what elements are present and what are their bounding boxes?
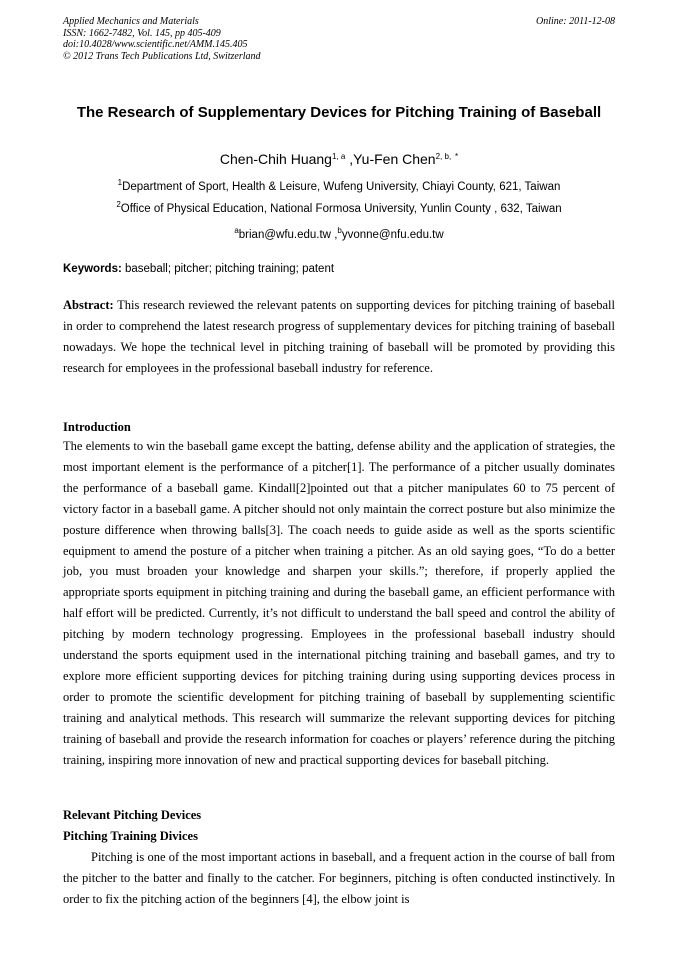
email-a[interactable]: brian@wfu.edu.tw (238, 229, 331, 241)
author-2-marks: 2, b, * (435, 152, 459, 161)
affiliation-2-text: Office of Physical Education, National Formosa University, Yunlin County , 632, Taiwan (120, 203, 562, 215)
abstract-label: Abstract: (63, 298, 114, 312)
author-line (63, 150, 615, 168)
email-b[interactable]: yvonne@nfu.edu.tw (341, 229, 444, 241)
author-separator: , (345, 151, 354, 167)
affiliation-1 (63, 180, 615, 194)
affiliation-2-num: 2 (116, 200, 121, 209)
journal-name: Applied Mechanics and Materials (63, 16, 199, 27)
author-1: Chen-Chih Huang (219, 151, 332, 167)
affiliation-1-num: 1 (117, 178, 123, 187)
email-separator: , (331, 229, 338, 241)
abstract-paragraph (63, 295, 615, 379)
keywords-label: Keywords: (63, 263, 122, 275)
doi-line: doi:10.4028/www.scientific.net/AMM.145.405 (63, 39, 248, 50)
email-a-mark: a (234, 226, 239, 235)
issn-line: ISSN: 1662-7482, Vol. 145, pp 405-409 (63, 27, 221, 39)
author-1-marks: 1, a (331, 152, 346, 161)
introduction-heading: Introduction (63, 420, 131, 434)
relevant-devices-heading: Relevant Pitching Devices (63, 808, 202, 822)
keywords (63, 262, 615, 276)
abstract-text: This research reviewed the relevant patents on supporting devices for pitching training of baseball in order to comprehend the latest research progress of supplementary devices for pitching training of baseball nowadays. We hope the technical level in pitching training of baseball will be promoted by providing this research for employees in the professional baseball industry for reference. (63, 298, 615, 375)
pitching-paragraph: Pitching is one of the most important actions in baseball, and a frequent action in the course of ball from the pitcher to the batter and finally to the catcher. For beginners, pitching is often conducted instinctively. In order to fix the pitching action of the beginners [4], the elbow joint is (63, 850, 615, 906)
author-2: Yu-Fen Chen (353, 151, 436, 167)
online-date: Online: 2011-12-08 (536, 16, 615, 27)
affiliation-1-text: Department of Sport, Health & Leisure, Wufeng University, Chiayi County, 621, Taiwan (122, 181, 561, 193)
keywords-text: baseball; pitcher; pitching training; patent (121, 263, 335, 275)
paper-title: The Research of Supplementary Devices for Pitching Training of Baseball (76, 104, 602, 121)
email-b-mark: b (337, 226, 342, 235)
affiliation-2 (63, 202, 615, 216)
journal-header (63, 16, 615, 62)
pitching-training-heading: Pitching Training Divices (63, 829, 198, 843)
copyright-line: © 2012 Trans Tech Publications Ltd, Switzerland (63, 50, 261, 62)
email-line (63, 228, 615, 242)
introduction-paragraph: The elements to win the baseball game except the batting, defense ability and the application of strategies, the most important element is the performance of a pitcher[1]. The performance of a pitcher usually dominates the performance of a baseball game. Kindall[2]pointed out that a pitcher manipulates 60 to 75 percent of victory factor in a baseball game. A pitcher should not only maintain the correct posture but also minimize the posture difference when throwing balls[3]. The coach needs to guide aside as well as the sports scientific equipment to amend the posture of a pitcher when training a pitcher. As an old saying goes, “To do a better job, you must broaden your knowledge and sharpen your skills.”; therefore, if properly applied the appropriate sports equipment in pitching training and during the baseball game, an efficient performance with half effort will be predicted. Currently, it’s not difficult to understand the ball speed and control the ability of pitching by modern technology progressing. Employees in the professional baseball industry should understand the sports equipment used in the international pitching training and baseball games, and try to explore more efficient supporting devices for pitching training during using supporting devices process in order to promote the scientific development for pitching training of baseball by supplementing scientific training and analytical methods. This research will summarize the relevant supporting devices for pitching training of baseball and provide the research information for coaches or players’ reference during the pitching training, inspiring more innovation of new and practical supporting devices for baseball pitching. (63, 439, 615, 767)
